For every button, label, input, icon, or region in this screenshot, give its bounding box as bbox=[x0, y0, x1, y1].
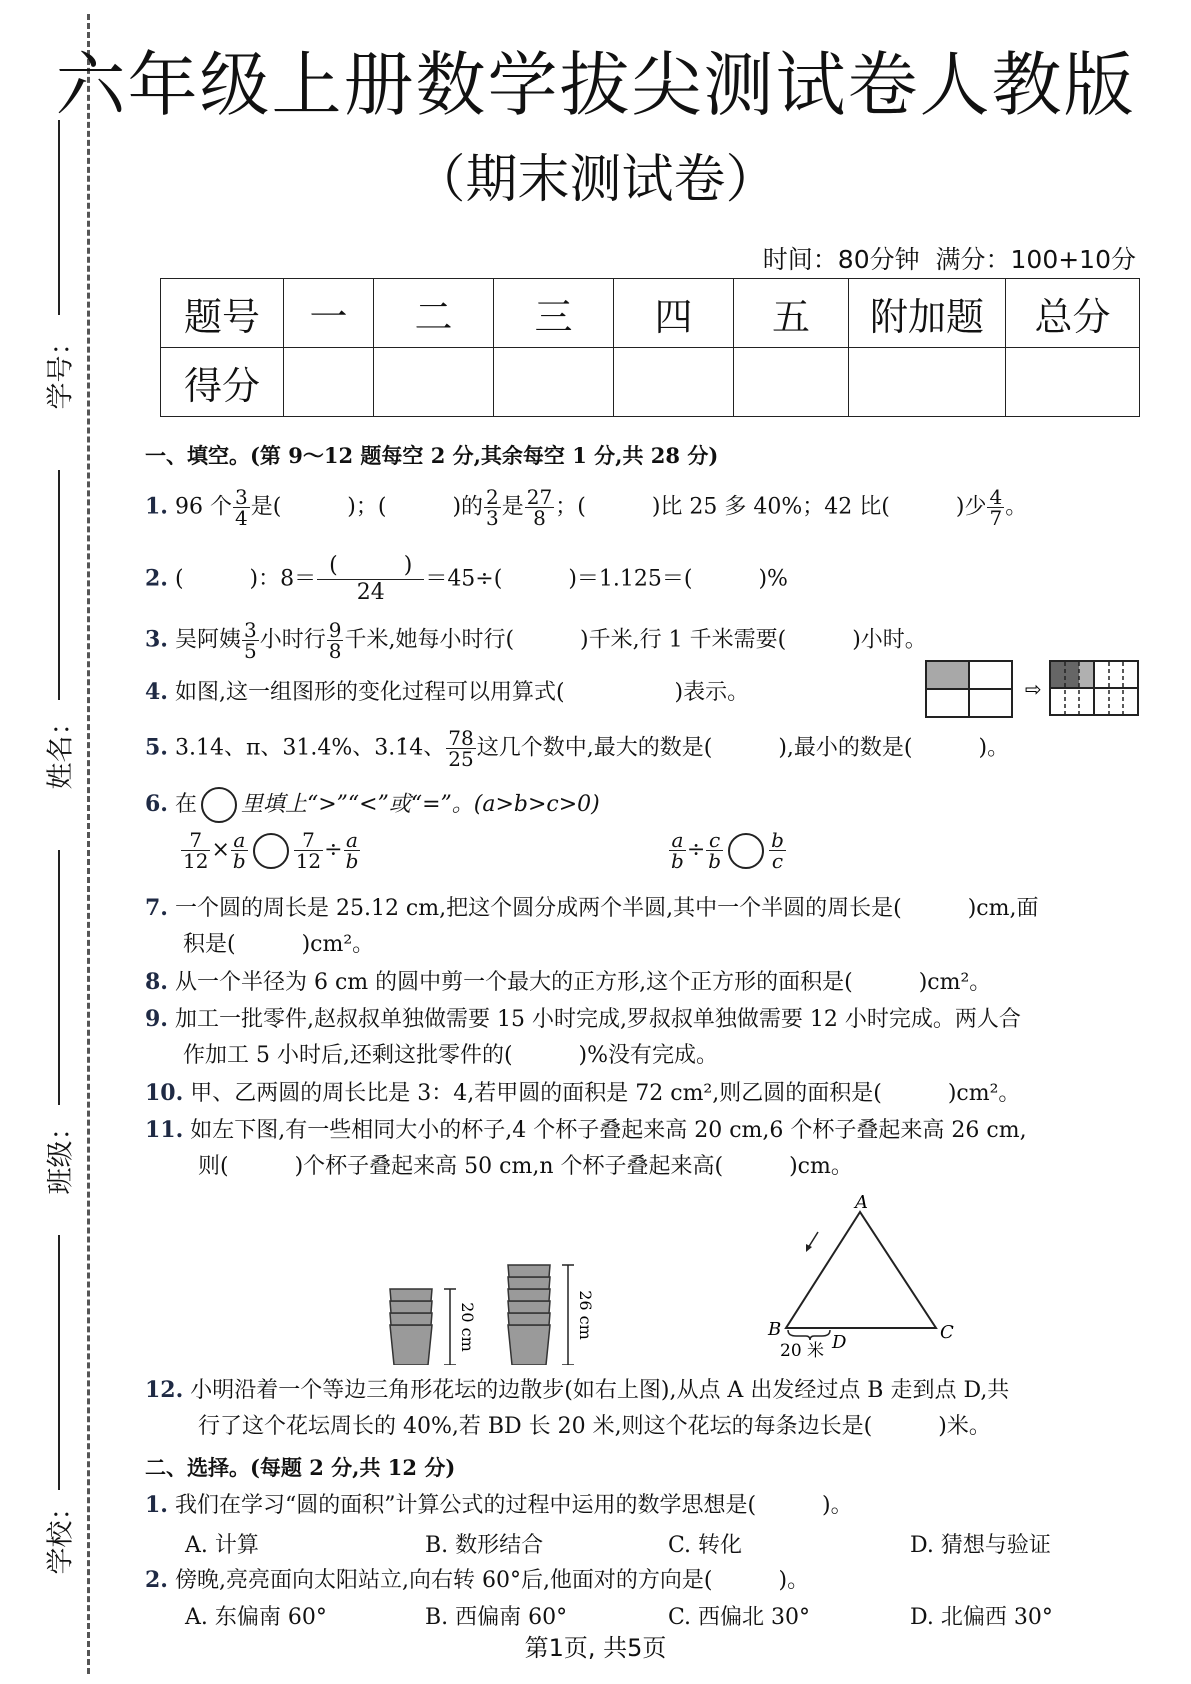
option-d[interactable]: D. 北偏西 30° bbox=[910, 1605, 1053, 1630]
fraction: $\frac{7}{12}$ bbox=[295, 828, 322, 873]
svg-text:D: D bbox=[832, 1332, 847, 1353]
text: ( )：8＝ bbox=[174, 566, 317, 592]
operator: ÷ bbox=[324, 837, 343, 863]
question-number: 11. bbox=[145, 1117, 184, 1143]
text: 加工一批零件,赵叔叔单独做需要 15 小时完成,罗叔叔单独做需要 12 小时完成。两人合 bbox=[174, 1007, 1021, 1032]
fraction: $\frac{c}{b}$ bbox=[708, 828, 722, 873]
text: 吴阿姨 bbox=[174, 627, 241, 653]
score-cell[interactable] bbox=[734, 348, 849, 417]
svg-text:B: B bbox=[768, 1319, 782, 1340]
name-line bbox=[58, 470, 60, 700]
question-1 bbox=[145, 487, 1027, 528]
score-cell[interactable] bbox=[614, 348, 734, 417]
exam-meta bbox=[763, 240, 1136, 276]
text: 如图,这一组图形的变化过程可以用算式( )表示。 bbox=[174, 680, 750, 705]
page-title: 六年级上册数学拔尖测试卷人教版 bbox=[55, 44, 1136, 126]
score-table-score-row bbox=[161, 348, 1140, 417]
fraction: $\frac{a}{b}$ bbox=[232, 828, 246, 873]
time-label: 时间：80分钟 bbox=[762, 245, 920, 274]
header-cell: 题号 bbox=[161, 279, 284, 348]
fraction: $\frac{3}{5}$ bbox=[243, 618, 257, 663]
text: 傍晚,亮亮面向太阳站立,向右转 60°后,他面对的方向是( )。 bbox=[174, 1568, 810, 1593]
question-11-line2: 则( )个杯子叠起来高 50 cm,n 个杯子叠起来高( )cm。 bbox=[198, 1154, 853, 1179]
section1-heading: 一、填空。(第 9～12 题每空 2 分,其余每空 1 分,共 28 分) bbox=[145, 443, 719, 468]
header-cell: 二 bbox=[374, 279, 494, 348]
fraction: $\frac{2}{3}$ bbox=[486, 485, 499, 530]
question-number: 12. bbox=[145, 1377, 184, 1403]
text: 里填上“>”“<”或“=”。(a>b>c>0) bbox=[240, 792, 600, 817]
class-line bbox=[58, 850, 60, 1105]
svg-text:A: A bbox=[855, 1192, 868, 1213]
fraction: $\frac{b}{c}$ bbox=[771, 828, 784, 873]
text: 是( )；( )的 bbox=[250, 494, 484, 520]
question-number: 2. bbox=[145, 565, 168, 592]
question-number: 9. bbox=[145, 1006, 168, 1032]
question-9 bbox=[145, 1004, 1021, 1035]
score-cell[interactable] bbox=[1006, 348, 1140, 417]
binding-dashed-line bbox=[87, 14, 90, 1674]
school-label: 学校： bbox=[45, 1493, 77, 1575]
option-c[interactable]: C. 转化 bbox=[668, 1533, 743, 1558]
question-3 bbox=[145, 620, 927, 661]
text: 甲、乙两圆的周长比是 3：4,若甲圆的面积是 72 cm²,则乙圆的面积是( )cm²。 bbox=[190, 1081, 1021, 1106]
grid-after-icon bbox=[1050, 661, 1138, 715]
fraction: $\frac{4}{7}$ bbox=[989, 485, 1003, 530]
question-number: 7. bbox=[145, 895, 168, 921]
choice-question-2 bbox=[145, 1565, 809, 1596]
school-line bbox=[58, 1235, 60, 1490]
fraction: $\frac{a}{b}$ bbox=[345, 828, 359, 873]
question-12-line2: 行了这个花坛周长的 40%,若 BD 长 20 米,则这个花坛的每条边长是( )米。 bbox=[198, 1414, 991, 1439]
question-5 bbox=[145, 728, 1009, 769]
header-cell: 五 bbox=[734, 279, 849, 348]
brace-icon bbox=[788, 1330, 830, 1340]
svg-text:20 米: 20 米 bbox=[780, 1341, 825, 1360]
question-number: 5. bbox=[145, 734, 168, 761]
class-label: 班级： bbox=[45, 1113, 77, 1195]
question-6-expression-2 bbox=[668, 830, 787, 871]
question-12 bbox=[145, 1375, 1009, 1406]
header-cell: 三 bbox=[494, 279, 614, 348]
student-id-label: 学号： bbox=[45, 328, 77, 410]
text: 千米,她每小时行( )千米,行 1 千米需要( )小时。 bbox=[344, 627, 927, 653]
q4-figure bbox=[925, 660, 1155, 720]
question-number: 3. bbox=[145, 626, 168, 653]
cup-small-height-label: 20 cm bbox=[458, 1302, 477, 1352]
choice-question-1 bbox=[145, 1490, 853, 1521]
arrow-right-icon: ⇨ bbox=[1025, 677, 1042, 701]
score-table-header-row bbox=[161, 279, 1140, 348]
question-8 bbox=[145, 967, 991, 998]
compare-circle[interactable] bbox=[728, 833, 764, 869]
score-row-label: 得分 bbox=[161, 348, 284, 417]
question-6 bbox=[145, 787, 600, 823]
text: 我们在学习“圆的面积”计算公式的过程中运用的数学思想是( )。 bbox=[174, 1493, 853, 1518]
fraction: $\frac{78}{25}$ bbox=[448, 726, 474, 771]
text: 96 个 bbox=[174, 494, 232, 520]
text: 这几个数中,最大的数是( ),最小的数是( )。 bbox=[476, 735, 1010, 761]
text: 3.14、π、31.4%、3.1̇4̇、 bbox=[174, 735, 446, 761]
question-4 bbox=[145, 677, 749, 708]
text: 小时行 bbox=[259, 627, 326, 653]
fraction: $\frac{( )}{24}$ bbox=[317, 553, 424, 606]
question-number: 6. bbox=[145, 791, 168, 817]
question-6-expression-1 bbox=[180, 830, 361, 871]
section2-heading: 二、选择。(每题 2 分,共 12 分) bbox=[145, 1455, 456, 1480]
text: 从一个半径为 6 cm 的圆中剪一个最大的正方形,这个正方形的面积是( )cm²。 bbox=[174, 970, 992, 995]
operator: ÷ bbox=[686, 837, 706, 863]
text: 在 bbox=[174, 792, 197, 817]
cup-stack-large-icon bbox=[508, 1265, 550, 1365]
circle-icon bbox=[201, 787, 237, 823]
question-11 bbox=[145, 1115, 1027, 1146]
header-cell: 附加题 bbox=[849, 279, 1006, 348]
cup-stack-small-icon bbox=[390, 1289, 432, 1365]
cups-figure bbox=[380, 1235, 600, 1365]
question-number: 8. bbox=[145, 969, 168, 995]
name-label: 姓名： bbox=[45, 708, 77, 790]
question-9-line2: 作加工 5 小时后,还剩这批零件的( )%没有完成。 bbox=[183, 1043, 719, 1068]
fraction: $\frac{9}{8}$ bbox=[328, 618, 342, 663]
option-b[interactable]: B. 数形结合 bbox=[425, 1533, 544, 1558]
question-number: 10. bbox=[145, 1080, 184, 1106]
text: 小明沿着一个等边三角形花坛的边散步(如右上图),从点 A 出发经过点 B 走到点 D,共 bbox=[190, 1378, 1010, 1403]
text: 一个圆的周长是 25.12 cm,把这个圆分成两个半圆,其中一个半圆的周长是( )cm,面 bbox=[174, 896, 1039, 921]
page-subtitle: （期末测试卷） bbox=[413, 150, 778, 210]
compare-circle[interactable] bbox=[253, 833, 289, 869]
option-d[interactable]: D. 猜想与验证 bbox=[910, 1533, 1051, 1558]
question-7 bbox=[145, 893, 1038, 924]
fraction: $\frac{7}{12}$ bbox=[183, 828, 209, 873]
operator: × bbox=[211, 837, 230, 863]
question-number: 2. bbox=[145, 1567, 168, 1593]
text: 是 bbox=[501, 494, 524, 520]
option-b[interactable]: B. 西偏南 60° bbox=[425, 1605, 568, 1630]
header-cell: 一 bbox=[284, 279, 374, 348]
option-a[interactable]: A. 东偏南 60° bbox=[185, 1605, 327, 1630]
score-cell[interactable] bbox=[494, 348, 614, 417]
cup-large-height-label: 26 cm bbox=[576, 1290, 595, 1340]
fraction: $\frac{3}{4}$ bbox=[234, 485, 248, 530]
header-cell: 总分 bbox=[1006, 279, 1140, 348]
text: ＝45÷( )＝1.125＝( )% bbox=[425, 566, 788, 592]
question-7-line2: 积是( )cm²。 bbox=[183, 932, 375, 957]
question-10 bbox=[145, 1078, 1020, 1109]
score-cell[interactable] bbox=[849, 348, 1006, 417]
triangle-figure bbox=[760, 1190, 980, 1360]
option-a[interactable]: A. 计算 bbox=[185, 1533, 259, 1558]
question-number: 1. bbox=[145, 493, 168, 520]
grid-before-icon bbox=[926, 661, 1012, 717]
page-footer: 第1页, 共5页 bbox=[524, 1634, 667, 1662]
option-c[interactable]: C. 西偏北 30° bbox=[668, 1605, 811, 1630]
question-number: 4. bbox=[145, 679, 168, 705]
text: 。 bbox=[1005, 494, 1028, 520]
fraction: $\frac{a}{b}$ bbox=[671, 828, 684, 873]
svg-text:C: C bbox=[940, 1322, 954, 1343]
score-cell[interactable] bbox=[284, 348, 374, 417]
text: ；( )比 25 多 40%；42 比( )少 bbox=[555, 494, 987, 520]
fraction: $\frac{27}{8}$ bbox=[526, 485, 553, 530]
text: 如左下图,有一些相同大小的杯子,4 个杯子叠起来高 20 cm,6 个杯子叠起来高 26 cm, bbox=[190, 1118, 1027, 1143]
triangle-icon bbox=[786, 1212, 936, 1328]
score-cell[interactable] bbox=[374, 348, 494, 417]
question-number: 1. bbox=[145, 1492, 168, 1518]
score-table bbox=[160, 278, 1140, 417]
full-score-label: 满分：100+10分 bbox=[935, 245, 1136, 274]
question-2 bbox=[145, 553, 788, 606]
header-cell: 四 bbox=[614, 279, 734, 348]
